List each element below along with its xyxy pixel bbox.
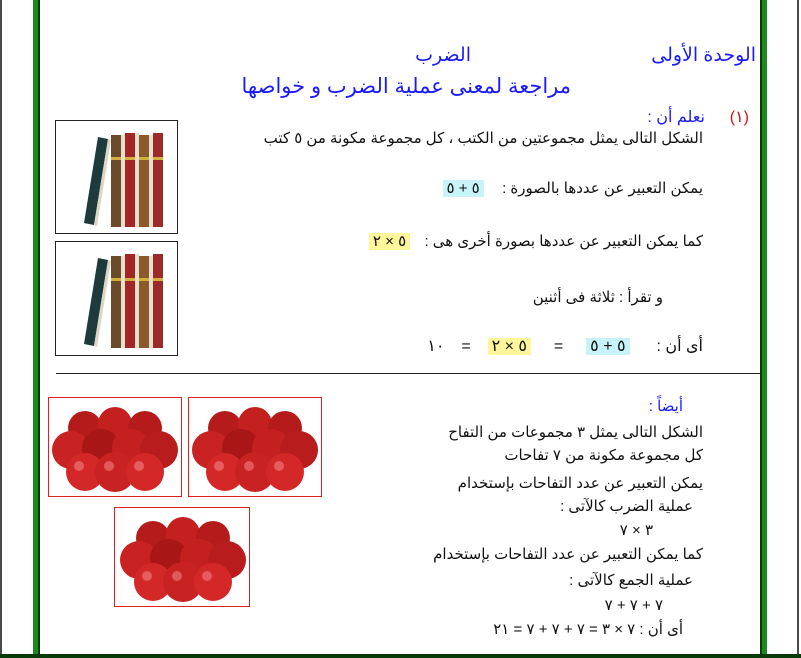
page-border-right <box>797 0 799 658</box>
page-border-right-green <box>762 0 767 658</box>
apples-image-2 <box>188 397 322 497</box>
apples-image-3 <box>114 507 250 607</box>
page-border-left-inner <box>38 0 40 658</box>
line2-label: يمكن التعبير عن عددها بالصورة : <box>502 180 703 197</box>
page-border-bottom <box>0 654 801 658</box>
section1-line3 <box>369 232 703 250</box>
section2-line5: ٣ × ٧ <box>619 522 653 539</box>
line3-label: كما يمكن التعبير عن عددها بصورة أخرى هى : <box>424 233 703 250</box>
section2-line8: ٧ + ٧ + ٧ <box>604 597 663 614</box>
apples-image-1 <box>48 397 182 497</box>
books-illustration-2 <box>56 242 177 355</box>
apples-illustration-3 <box>115 508 249 606</box>
line5-product: ٥ × ٢ <box>488 338 531 355</box>
section2-heading: أيضاً : <box>648 398 683 415</box>
section1-line2 <box>443 179 704 197</box>
section2-line6: كما يمكن التعبير عن عدد التفاحات بإستخدام <box>433 546 703 563</box>
apples-illustration-1 <box>49 398 181 496</box>
section1-heading: نعلم أن : <box>647 109 705 126</box>
product-expression: ٥ × ٢ <box>369 233 410 250</box>
line5-label: أى أن : <box>656 338 703 355</box>
line5-result: ١٠ <box>427 338 445 355</box>
section2-line3: يمكن التعبير عن عدد التفاحات بإستخدام <box>457 475 703 492</box>
unit-title: الوحدة الأولى <box>651 45 756 66</box>
section-divider <box>56 373 760 374</box>
line5-equals-1: = <box>553 338 564 355</box>
section2-line1: الشكل التالى يمثل ٣ مجموعات من التفاح <box>448 424 703 441</box>
section2-line7: عملية الجمع كالآتى : <box>569 572 693 589</box>
line5-sum: ٥ + ٥ <box>586 338 629 355</box>
section2-line9: أى أن : ٧ × ٣ = ٧ + ٧ + ٧ = ٢١ <box>493 621 683 638</box>
section2-line4: عملية الضرب كالآتى : <box>560 498 693 515</box>
sum-expression: ٥ + ٥ <box>443 180 484 197</box>
section-number: (١) <box>729 109 749 126</box>
apples-illustration-2 <box>189 398 321 496</box>
books-image-1 <box>55 120 178 234</box>
books-illustration-1 <box>56 121 177 233</box>
section1-line4: و تقرأ : ثلاثة فى أثنين <box>532 289 663 306</box>
section1-line5 <box>427 336 703 356</box>
page-border-left <box>0 0 2 658</box>
section1-line1: الشكل التالى يمثل مجموعتين من الكتب ، كل مجموعة مكونة من ٥ كتب <box>263 130 703 147</box>
line5-equals-2: = <box>461 338 471 355</box>
page-subtitle: مراجعة لمعنى عملية الضرب و خواصها <box>241 75 571 98</box>
topic-title: الضرب <box>415 45 471 66</box>
books-image-2 <box>55 241 178 356</box>
section2-line2: كل مجموعة مكونة من ٧ تفاحات <box>504 447 703 464</box>
